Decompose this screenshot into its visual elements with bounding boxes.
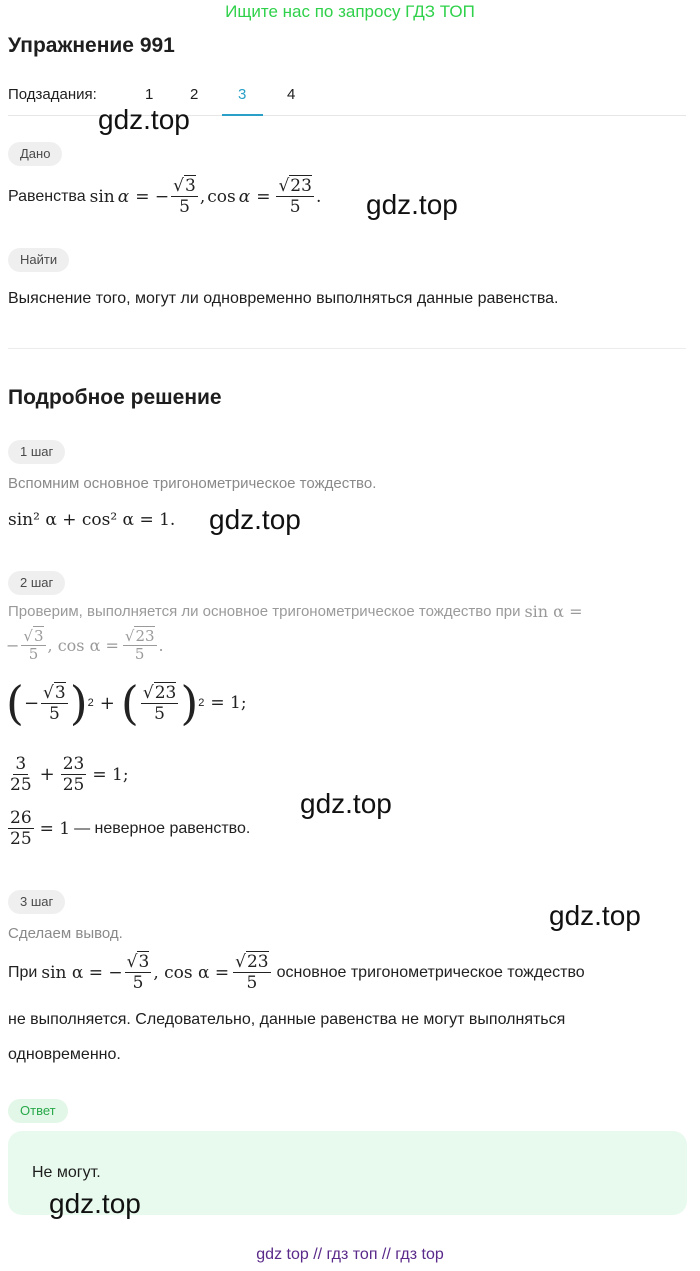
footer-links[interactable]: gdz top // гдз топ // гдз top [256,1246,444,1263]
given-cos: cos [207,186,236,207]
find-text: Выяснение того, могут ли одновременно выполняться данные равенства. [8,290,559,307]
step2-den1: 5 [28,645,39,663]
answer-text: Не могут. [32,1164,101,1181]
eq2-plus: + [39,764,55,785]
watermark: gdz.top [49,1188,141,1219]
eq1-den1: 5 [48,703,60,724]
step2-fraction-sin: $\frac{√3}{5}$ [23,627,44,663]
step3-line2: не выполняется. Следовательно, данные равенства не могут выполняться [8,1011,566,1028]
step3-badge: 3 шаг [8,890,65,914]
step2-num2: 23 [135,627,155,645]
eq2-end: = 1; [92,764,129,785]
eq1-num1: 3 [54,682,66,703]
given-prefix: Равенства [8,187,86,205]
section-divider [8,348,686,349]
given-eq2: = [256,186,271,207]
step1-text: Вспомним основное тригонометрическое тождество. [8,475,377,492]
eq1-end: = 1; [210,693,247,713]
step2-condition-line [6,628,164,663]
eq2-d1: 25 [10,775,32,795]
given-sin: sin [89,186,115,207]
eq2-d2: 25 [62,775,85,795]
given-eq: = − [135,186,170,207]
active-tab-indicator [222,114,263,116]
watermark: gdz.top [209,504,301,535]
step2-den2: 5 [134,645,145,663]
step2-cos-part: , cos α = [47,636,119,655]
step3-pri: При [8,963,38,981]
step3-num2: 23 [246,952,269,972]
search-banner: Ищите нас по запросу ГДЗ ТОП [225,2,475,21]
step3-den2: 5 [246,973,258,993]
given-num2: 23 [290,176,312,196]
eq2-n2: 23 [62,754,85,774]
step2-badge: 2 шаг [8,571,65,595]
watermark: gdz.top [366,189,458,220]
watermark: gdz.top [300,788,392,819]
step2-equation-3 [6,808,250,849]
given-equalities [8,176,321,217]
given-end: . [315,186,322,207]
given-fraction-sin: $\frac{√3}{5}$ [173,176,196,217]
given-alpha-2: α [238,186,251,207]
eq1-num2: 23 [154,682,177,703]
step3-cos-part: , cos α = [153,962,230,983]
step2-minus: − [6,636,20,655]
step2-text: Проверим, выполняется ли основное тригонометрическое тождество при [8,603,521,620]
eq1-den2: 5 [154,703,165,724]
step2-num1: 3 [33,627,44,645]
tab-subtask-2[interactable]: 2 [190,86,199,103]
step2-end: . [158,636,164,655]
find-badge: Найти [8,248,69,272]
given-fraction-cos: $\frac{√23}{5}$ [278,176,312,217]
step3-text: Сделаем вывод. [8,925,123,942]
step2-sin-part: sin α = [524,602,583,621]
step3-conclusion-line1: При sin α = − $\frac{√3}{5}$ , cos α = $\frac{√23}{5}$ основное тригонометрическое тождество [8,952,585,993]
eq3-text: — неверное равенство. [74,819,251,837]
answer-badge: Ответ [8,1099,68,1123]
given-alpha: α [117,186,130,207]
eq2-n1: 3 [15,754,27,774]
given-den2: 5 [289,197,301,217]
solution-heading: Подробное решение [8,386,222,409]
subtasks-label: Подзадания: [8,86,97,103]
given-num1: 3 [185,176,196,196]
step1-badge: 1 шаг [8,440,65,464]
tab-subtask-3[interactable]: 3 [238,86,247,103]
watermark: gdz.top [549,900,641,931]
step3-after: основное тригонометрическое тождество [276,963,585,981]
step2-text-line [8,602,582,621]
eq3-d: 25 [10,829,32,849]
step1-formula: sin² α + cos² α = 1. [8,510,176,530]
step2-fraction-cos: $\frac{√23}{5}$ [124,627,155,663]
given-badge: Дано [8,142,62,166]
given-den1: 5 [179,197,190,217]
step3-num1: 3 [138,952,150,972]
step2-equation-1: ( − $\frac{√3}{5}$ ) 2 + ( $\frac{√23}{5}$ ) 2 = 1; [6,676,247,730]
step3-line3: одновременно. [8,1046,121,1063]
eq3-eq: = 1 [39,818,71,839]
step2-equation-2 [6,754,129,795]
tab-subtask-1[interactable]: 1 [145,86,154,103]
tab-subtask-4[interactable]: 4 [287,86,296,103]
page-title: Упражнение 991 [8,34,175,57]
given-comma: , [199,186,206,207]
step3-sin-part: sin α = − [41,962,123,983]
eq3-n: 26 [10,808,32,828]
watermark: gdz.top [98,104,190,135]
step3-den1: 5 [132,973,144,993]
